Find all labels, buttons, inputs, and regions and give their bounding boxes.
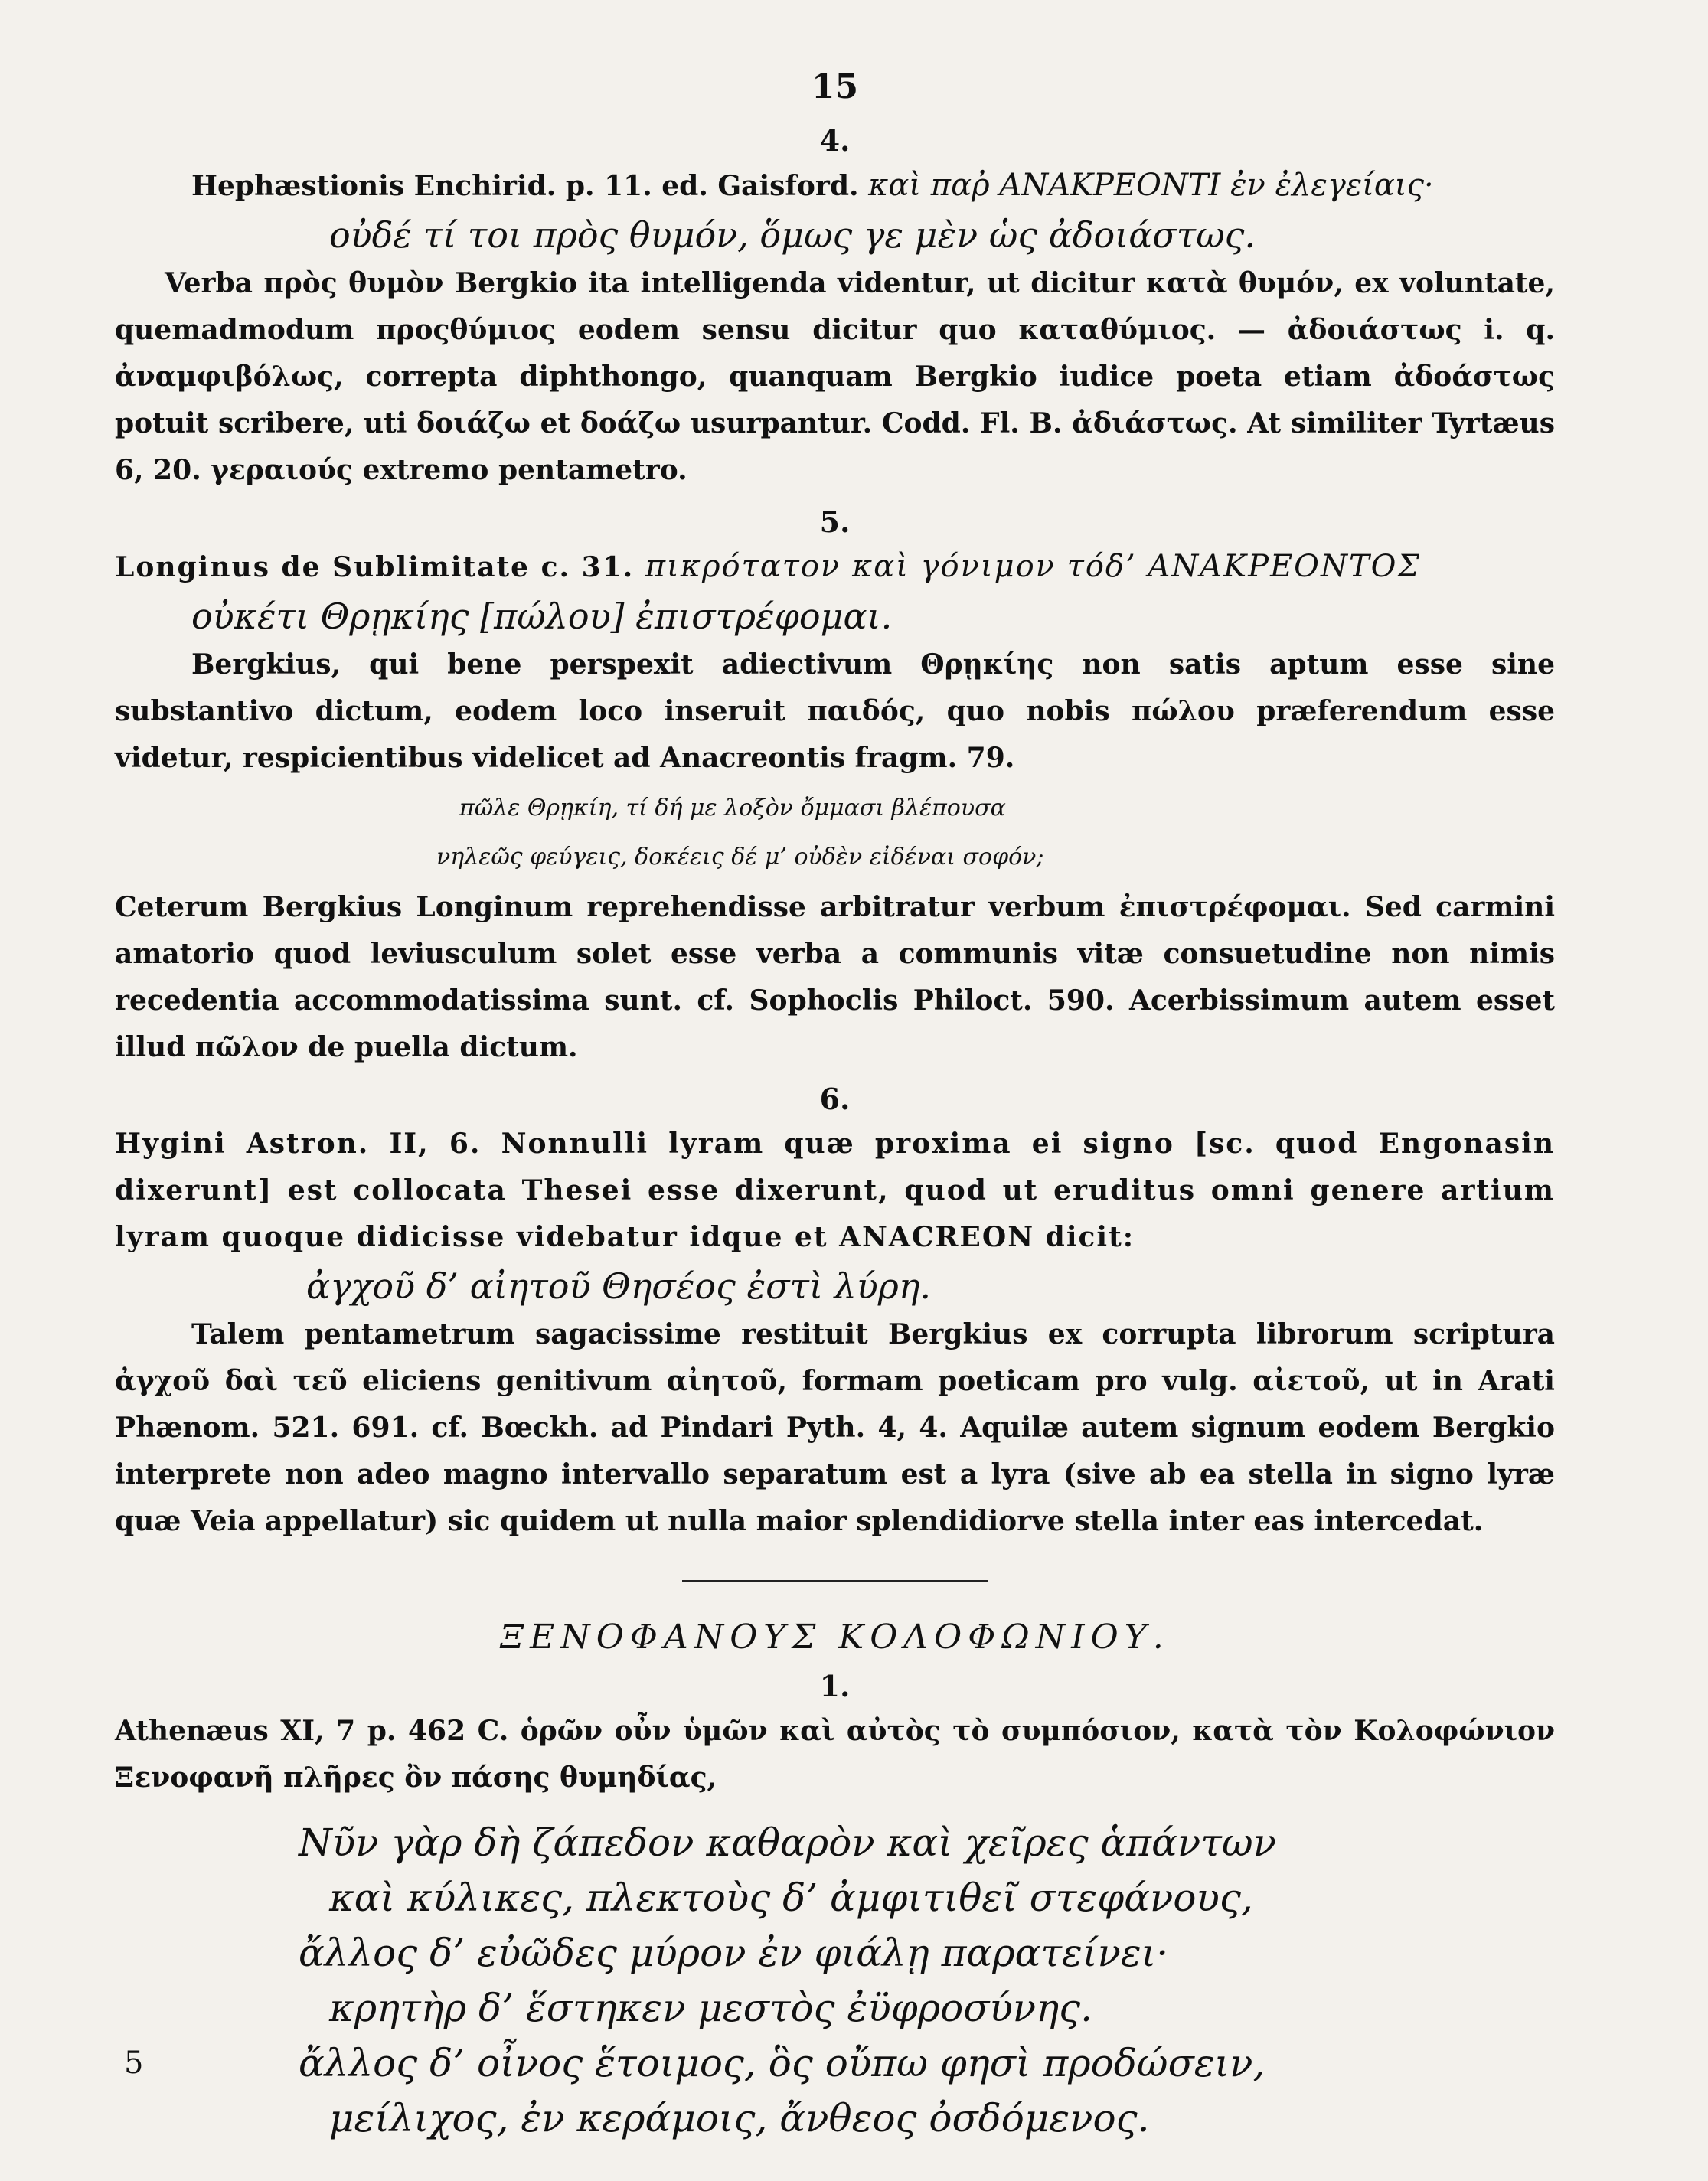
section-6-verse: ἀγχοῦ δ’ αἰητοῦ Θησέος ἐστὶ λύρη. <box>306 1265 932 1307</box>
poem-line <box>124 2036 1555 2091</box>
poem-line: Νῦν γὰρ δὴ ζάπεδον καθαρὸν καὶ χεῖρες ἁπάντων <box>299 1820 1277 1865</box>
section-5-quote-line-1: πῶλε Θρῃκίη, τί δή με λοξὸν ὄμμασι βλέπουσα <box>459 795 1006 821</box>
section-4-verse: οὐδέ τί τοι πρὸς θυμόν, ὅμως γε μὲν ὡς ἀδοιάστως. <box>329 214 1256 256</box>
section-number-6: 6. <box>819 1082 851 1116</box>
section-5-cite: Longinus de Sublimitate c. 31. <box>115 551 635 583</box>
section-4-cite-greek: καὶ παῤ ΑΝΑΚΡΕΟΝΤΙ ἐν ἐλεγείαις· <box>868 168 1434 203</box>
section-5-note-2: Ceterum Bergkius Longinum reprehendisse arbitratur verbum ἐπιστρέφομαι. Sed carmini amatorio quod leviusculum solet esse verba a communis vitæ consuetudine non nimis recedentia accommodatissima sunt. cf. Sophoclis Philoct. 590. Acerbissimum autem esset illud πῶλον de puella dictum. <box>115 891 1555 1063</box>
poem-line: μείλιχος, ἐν κεράμοις, ἄνθεος ὀσδόμενος. <box>329 2096 1150 2140</box>
section-5-cite-greek: πικρότατον καὶ γόνιμον τόδ’ ΑΝΑΚΡΕΟΝΤΟΣ <box>645 549 1421 584</box>
author-heading: ΞΕΝΟΦΑΝΟΥΣ ΚΟΛΟΦΩΝΙΟΥ. <box>500 1618 1170 1657</box>
section-6-citation: Hygini Astron. II, 6. Nonnulli lyram quæ proxima ei signo [sc. quod Engonasin dixerunt] est collocata Thesei esse dixerunt, quod ut eruditus omni genere artium lyram quoque didicisse videbatur idque et ANACREON dicit: <box>115 1128 1555 1253</box>
section-divider <box>682 1580 988 1582</box>
section-5-verse: οὐκέτι Θρῃκίης [πώλου] ἐπιστρέφομαι. <box>191 596 893 637</box>
xenophanes-citation: Athenæus XI, 7 p. 462 C. ὁρῶν οὖν ὑμῶν καὶ αὐτὸς τὸ συμπόσιον, κατὰ τὸν Κολοφώνιον Ξενοφανῆ πλῆρες ὂν πάσης θυμηδίας, <box>115 1715 1555 1794</box>
section-4-citation <box>115 162 1555 210</box>
section-number-5: 5. <box>819 504 851 539</box>
section-4-note: Verba πρὸς θυμὸν Bergkio ita intelligenda videntur, ut dicitur κατὰ θυμόν, ex voluntate, quemadmodum προςθύμιος eodem sensu dicitur quo καταθύμιος. — ἀδοιάστως i. q. ἀναμφιβόλως, correpta diphthongo, quanquam Bergkio iudice poeta etiam ἀδοάστως potuit scribere, uti δοιάζω et δοάζω usurpantur. Codd. Fl. B. ἀδιάστως. At similiter Tyrtæus 6, 20. γεραιούς extremo pentametro. <box>115 267 1555 486</box>
section-5-citation <box>115 544 1555 591</box>
poem-line: καὶ κύλικες, πλεκτοὺς δ’ ἀμφιτιθεῖ στεφάνους, <box>329 1876 1253 1920</box>
poem-line: κρητὴρ δ’ ἕστηκεν μεστὸς ἐϋφροσύνης. <box>329 1986 1093 2030</box>
section-4-cite: Hephæstionis Enchirid. p. 11. ed. Gaisford. <box>191 170 859 202</box>
section-5-note-1: Bergkius, qui bene perspexit adiectivum Θρῃκίης non satis aptum esse sine substantivo dictum, eodem loco inseruit παιδός, quo nobis πώλου præferendum esse videtur, respicientibus videlicet ad Anacreontis fragm. 79. <box>115 648 1555 774</box>
poem-line-number: 5 <box>124 2046 144 2081</box>
section-5-quote-line-2: νηλεῶς φεύγεις, δοκέεις δέ μ’ οὐδὲν εἰδέναι σοφόν; <box>436 844 1044 870</box>
page-number: 15 <box>811 67 859 106</box>
section-6-note: Talem pentametrum sagacissime restituit Bergkius ex corrupta librorum scriptura ἀγχοῦ δαὶ τεῦ eliciens genitivum αἰητοῦ, formam poeticam pro vulg. αἰετοῦ, ut in Arati Phænom. 521. 691. cf. Bœckh. ad Pindari Pyth. 4, 4. Aquilæ autem signum eodem Bergkio interprete non adeo magno intervallo separatum est a lyra (sive ab ea stella in signo lyræ quæ Veia appellatur) sic quidem ut nulla maior splendidiorve stella inter eas intercedat. <box>115 1318 1555 1537</box>
poem-line-text: ἄλλος δ’ οἶνος ἕτοιμος, ὃς οὔπω φησὶ προδώσειν, <box>299 2041 1265 2085</box>
section-number-4: 4. <box>819 123 851 158</box>
xenophanes-poem <box>115 1815 1555 2146</box>
xenophanes-fragment-number: 1. <box>819 1669 851 1703</box>
poem-line: ἄλλος δ’ εὐῶδες μύρον ἐν φιάλῃ παρατείνει· <box>299 1931 1169 1975</box>
